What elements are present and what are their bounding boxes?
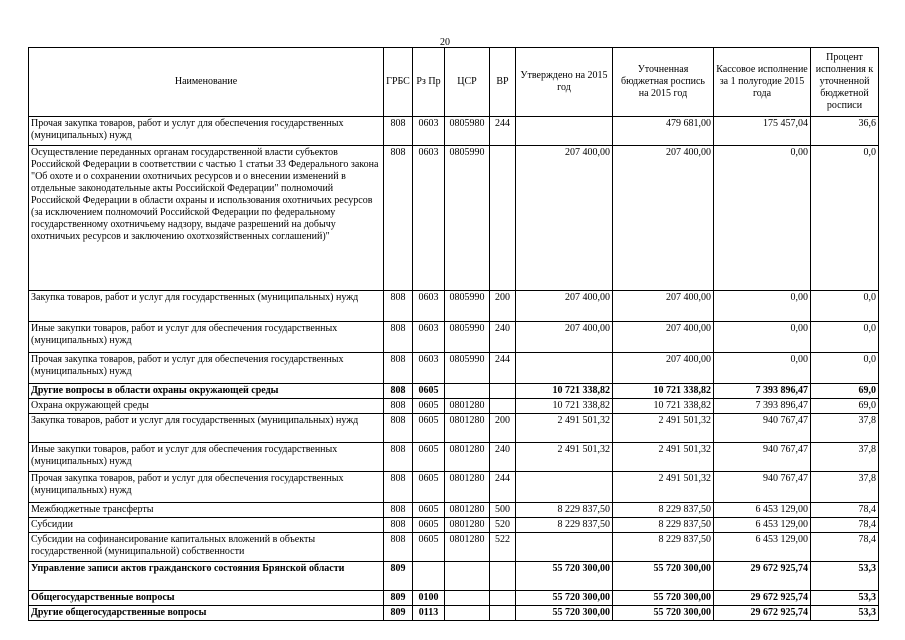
cell-csr xyxy=(445,562,490,591)
cell-grbs: 808 xyxy=(384,533,413,562)
cell-csr: 0801280 xyxy=(445,414,490,443)
cell-refined: 479 681,00 xyxy=(613,117,714,146)
table-row xyxy=(29,291,879,322)
header-row xyxy=(29,48,879,117)
cell-approved: 2 491 501,32 xyxy=(516,443,613,472)
cell-rzpr xyxy=(413,562,445,591)
cell-rzpr: 0605 xyxy=(413,443,445,472)
cell-rzpr: 0605 xyxy=(413,503,445,518)
cell-percent: 37,8 xyxy=(811,472,879,503)
cell-rzpr: 0605 xyxy=(413,414,445,443)
cell-rzpr: 0603 xyxy=(413,322,445,353)
cell-grbs: 808 xyxy=(384,503,413,518)
cell-vr: 244 xyxy=(490,117,516,146)
header-cash: Кассовое исполнение за 1 полугодие 2015 года xyxy=(714,48,811,117)
cell-cash: 29 672 925,74 xyxy=(714,562,811,591)
cell-percent: 78,4 xyxy=(811,533,879,562)
cell-name: Прочая закупка товаров, работ и услуг для обеспечения государственных (муниципальных) нужд xyxy=(29,353,384,384)
cell-refined: 55 720 300,00 xyxy=(613,606,714,621)
cell-csr: 0805990 xyxy=(445,322,490,353)
cell-grbs: 809 xyxy=(384,562,413,591)
cell-vr: 244 xyxy=(490,472,516,503)
header-percent: Процент исполнения к уточненной бюджетной росписи xyxy=(811,48,879,117)
cell-cash: 175 457,04 xyxy=(714,117,811,146)
cell-refined: 8 229 837,50 xyxy=(613,503,714,518)
cell-csr xyxy=(445,591,490,606)
cell-csr: 0801280 xyxy=(445,518,490,533)
cell-cash: 940 767,47 xyxy=(714,414,811,443)
cell-refined: 8 229 837,50 xyxy=(613,533,714,562)
cell-approved: 207 400,00 xyxy=(516,322,613,353)
table-row xyxy=(29,606,879,621)
cell-name: Субсидии на софинансирование капитальных вложений в объекты государственной (муниципальной) собственности xyxy=(29,533,384,562)
cell-approved: 55 720 300,00 xyxy=(516,562,613,591)
cell-percent: 0,0 xyxy=(811,146,879,291)
cell-name: Закупка товаров, работ и услуг для государственных (муниципальных) нужд xyxy=(29,291,384,322)
cell-percent: 0,0 xyxy=(811,353,879,384)
cell-rzpr: 0605 xyxy=(413,518,445,533)
cell-rzpr: 0605 xyxy=(413,472,445,503)
cell-vr: 200 xyxy=(490,291,516,322)
cell-grbs: 808 xyxy=(384,399,413,414)
cell-rzpr: 0605 xyxy=(413,384,445,399)
cell-approved: 10 721 338,82 xyxy=(516,399,613,414)
cell-percent: 36,6 xyxy=(811,117,879,146)
table-row xyxy=(29,399,879,414)
cell-percent: 69,0 xyxy=(811,384,879,399)
cell-cash: 29 672 925,74 xyxy=(714,606,811,621)
cell-rzpr: 0605 xyxy=(413,399,445,414)
cell-approved xyxy=(516,533,613,562)
cell-vr: 200 xyxy=(490,414,516,443)
budget-execution-table xyxy=(28,47,879,621)
cell-cash: 0,00 xyxy=(714,146,811,291)
cell-approved: 2 491 501,32 xyxy=(516,414,613,443)
cell-name: Другие вопросы в области охраны окружающей среды xyxy=(29,384,384,399)
cell-name: Общегосударственные вопросы xyxy=(29,591,384,606)
cell-vr xyxy=(490,146,516,291)
table-row xyxy=(29,443,879,472)
cell-refined: 55 720 300,00 xyxy=(613,562,714,591)
header-approved: Утверждено на 2015 год xyxy=(516,48,613,117)
cell-csr: 0801280 xyxy=(445,443,490,472)
cell-percent: 53,3 xyxy=(811,562,879,591)
cell-rzpr: 0603 xyxy=(413,291,445,322)
cell-refined: 10 721 338,82 xyxy=(613,399,714,414)
cell-grbs: 808 xyxy=(384,322,413,353)
cell-percent: 0,0 xyxy=(811,291,879,322)
cell-cash: 0,00 xyxy=(714,322,811,353)
cell-name: Закупка товаров, работ и услуг для государственных (муниципальных) нужд xyxy=(29,414,384,443)
cell-cash: 0,00 xyxy=(714,291,811,322)
table-body xyxy=(29,117,879,621)
cell-rzpr: 0603 xyxy=(413,353,445,384)
cell-grbs: 808 xyxy=(384,518,413,533)
cell-cash: 0,00 xyxy=(714,353,811,384)
cell-refined: 207 400,00 xyxy=(613,291,714,322)
table-row xyxy=(29,533,879,562)
cell-refined: 207 400,00 xyxy=(613,322,714,353)
table-row xyxy=(29,503,879,518)
cell-csr: 0805990 xyxy=(445,353,490,384)
cell-refined: 207 400,00 xyxy=(613,146,714,291)
cell-cash: 7 393 896,47 xyxy=(714,384,811,399)
cell-csr: 0801280 xyxy=(445,399,490,414)
page-number: 20 xyxy=(440,37,450,48)
cell-refined: 2 491 501,32 xyxy=(613,414,714,443)
cell-vr xyxy=(490,399,516,414)
cell-name: Прочая закупка товаров, работ и услуг для обеспечения государственных (муниципальных) нужд xyxy=(29,117,384,146)
cell-percent: 37,8 xyxy=(811,414,879,443)
cell-name: Прочая закупка товаров, работ и услуг для обеспечения государственных (муниципальных) нужд xyxy=(29,472,384,503)
cell-grbs: 808 xyxy=(384,443,413,472)
cell-cash: 7 393 896,47 xyxy=(714,399,811,414)
table-row xyxy=(29,562,879,591)
cell-vr: 240 xyxy=(490,443,516,472)
cell-percent: 53,3 xyxy=(811,591,879,606)
cell-grbs: 808 xyxy=(384,117,413,146)
cell-cash: 940 767,47 xyxy=(714,443,811,472)
cell-csr: 0805980 xyxy=(445,117,490,146)
cell-approved: 8 229 837,50 xyxy=(516,518,613,533)
table-row xyxy=(29,384,879,399)
cell-grbs: 808 xyxy=(384,414,413,443)
cell-refined: 2 491 501,32 xyxy=(613,443,714,472)
cell-refined: 207 400,00 xyxy=(613,353,714,384)
cell-grbs: 808 xyxy=(384,353,413,384)
table-row xyxy=(29,472,879,503)
cell-rzpr: 0605 xyxy=(413,533,445,562)
cell-name: Осуществление переданных органам государственной власти субъектов Российской Федерации в соответствии с частью 1 статьи 33 Федерального закона "Об охоте и о сохранении охотничьих ресурсов и о внесении изменений в отдельные законодательные акты Российской Федерации" полномочий Российской Федерации в области охраны и использования охотничьих ресурсов (за исключением полномочий Российской Федерации по федеральному государственному охотничьему надзору, выдаче разрешений на добычу охотничьих ресурсов и заключению охотхозяйственных соглашений)" xyxy=(29,146,384,291)
cell-grbs: 808 xyxy=(384,384,413,399)
cell-percent: 78,4 xyxy=(811,503,879,518)
cell-approved xyxy=(516,353,613,384)
cell-vr xyxy=(490,562,516,591)
cell-csr: 0801280 xyxy=(445,503,490,518)
cell-csr: 0801280 xyxy=(445,533,490,562)
cell-approved: 8 229 837,50 xyxy=(516,503,613,518)
cell-approved xyxy=(516,472,613,503)
header-csr: ЦСР xyxy=(445,48,490,117)
cell-name: Другие общегосударственные вопросы xyxy=(29,606,384,621)
cell-percent: 78,4 xyxy=(811,518,879,533)
cell-vr: 520 xyxy=(490,518,516,533)
cell-rzpr: 0113 xyxy=(413,606,445,621)
cell-approved: 207 400,00 xyxy=(516,291,613,322)
table-row xyxy=(29,518,879,533)
cell-approved: 55 720 300,00 xyxy=(516,591,613,606)
header-rzpr: Рз Пр xyxy=(413,48,445,117)
cell-approved: 55 720 300,00 xyxy=(516,606,613,621)
cell-vr: 500 xyxy=(490,503,516,518)
cell-percent: 69,0 xyxy=(811,399,879,414)
cell-percent: 0,0 xyxy=(811,322,879,353)
cell-name: Управление записи актов гражданского состояния Брянской области xyxy=(29,562,384,591)
cell-refined: 55 720 300,00 xyxy=(613,591,714,606)
cell-name: Иные закупки товаров, работ и услуг для обеспечения государственных (муниципальных) нужд xyxy=(29,322,384,353)
cell-approved: 10 721 338,82 xyxy=(516,384,613,399)
table-row xyxy=(29,146,879,291)
cell-approved: 207 400,00 xyxy=(516,146,613,291)
cell-vr xyxy=(490,384,516,399)
cell-rzpr: 0100 xyxy=(413,591,445,606)
cell-csr: 0805990 xyxy=(445,146,490,291)
table-row xyxy=(29,322,879,353)
cell-vr xyxy=(490,606,516,621)
cell-approved xyxy=(516,117,613,146)
cell-name: Охрана окружающей среды xyxy=(29,399,384,414)
cell-grbs: 809 xyxy=(384,606,413,621)
cell-grbs: 808 xyxy=(384,146,413,291)
cell-vr xyxy=(490,591,516,606)
header-refined: Уточненная бюджетная роспись на 2015 год xyxy=(613,48,714,117)
cell-cash: 6 453 129,00 xyxy=(714,503,811,518)
cell-percent: 37,8 xyxy=(811,443,879,472)
cell-csr xyxy=(445,606,490,621)
cell-name: Иные закупки товаров, работ и услуг для обеспечения государственных (муниципальных) нужд xyxy=(29,443,384,472)
cell-name: Субсидии xyxy=(29,518,384,533)
header-vr: ВР xyxy=(490,48,516,117)
cell-refined: 8 229 837,50 xyxy=(613,518,714,533)
cell-percent: 53,3 xyxy=(811,606,879,621)
cell-name: Межбюджетные трансферты xyxy=(29,503,384,518)
cell-rzpr: 0603 xyxy=(413,146,445,291)
table-row xyxy=(29,353,879,384)
header-grbs: ГРБС xyxy=(384,48,413,117)
table-row xyxy=(29,414,879,443)
cell-cash: 6 453 129,00 xyxy=(714,518,811,533)
cell-vr: 240 xyxy=(490,322,516,353)
table-row xyxy=(29,591,879,606)
cell-grbs: 808 xyxy=(384,291,413,322)
cell-cash: 29 672 925,74 xyxy=(714,591,811,606)
cell-rzpr: 0603 xyxy=(413,117,445,146)
cell-grbs: 809 xyxy=(384,591,413,606)
cell-grbs: 808 xyxy=(384,472,413,503)
cell-csr: 0801280 xyxy=(445,472,490,503)
table-row xyxy=(29,117,879,146)
cell-refined: 10 721 338,82 xyxy=(613,384,714,399)
cell-vr: 522 xyxy=(490,533,516,562)
cell-cash: 6 453 129,00 xyxy=(714,533,811,562)
cell-csr: 0805990 xyxy=(445,291,490,322)
cell-vr: 244 xyxy=(490,353,516,384)
cell-csr xyxy=(445,384,490,399)
header-name: Наименование xyxy=(29,48,384,117)
cell-cash: 940 767,47 xyxy=(714,472,811,503)
cell-refined: 2 491 501,32 xyxy=(613,472,714,503)
